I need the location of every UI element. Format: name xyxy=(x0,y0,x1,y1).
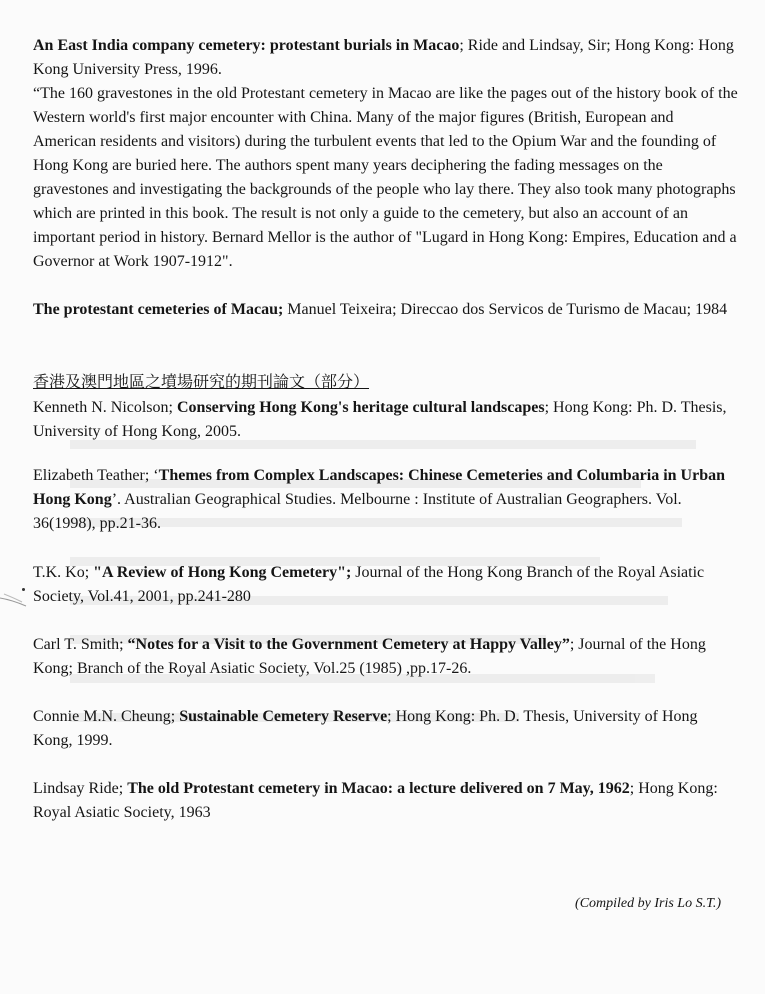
article-source: Journal of the Hong Kong Branch of the Royal Asiatic Society, Vol.41, 2001, pp.241-280 xyxy=(33,564,705,605)
article-entry xyxy=(33,464,738,536)
article-title: “Notes for a Visit to the Government Cemetery at Happy Valley” xyxy=(127,636,570,653)
article-source: ; Journal of the Hong Kong; Branch of the Royal Asiatic Society, Vol.25 (1985) ,pp.17-26. xyxy=(33,636,706,677)
article-title: "A Review of Hong Kong Cemetery"; xyxy=(93,564,352,581)
article-title: Conserving Hong Kong's heritage cultural landscapes xyxy=(176,399,545,416)
article-entry xyxy=(33,633,738,681)
compiler-credit: (Compiled by Iris Lo S.T.) xyxy=(575,896,721,911)
article-entry xyxy=(33,777,738,825)
article-title: Themes from Complex Landscapes: Chinese Cemeteries and Columbaria in Urban Hong Kong xyxy=(33,467,725,508)
article-author: Carl T. Smith; xyxy=(33,636,128,653)
article-source: ’. Australian Geographical Studies. Melbourne : Institute of Australian Geographers. Vol. 36(1998), pp.21-36. xyxy=(33,491,682,532)
article-source: ; Hong Kong: Royal Asiatic Society, 1963 xyxy=(33,780,718,821)
article-title: Sustainable Cemetery Reserve xyxy=(179,708,388,725)
article-author: Connie M.N. Cheung; xyxy=(33,708,180,725)
article-entry xyxy=(33,705,738,753)
scan-speck xyxy=(22,588,25,591)
section-heading-journal-articles: 香港及澳門地區之墳場研究的期刊論文（部分） xyxy=(33,374,370,391)
article-author: Kenneth N. Nicolson; xyxy=(33,399,177,416)
article-source: ; Hong Kong: Ph. D. Thesis, University of Hong Kong, 1999. xyxy=(33,708,698,749)
article-entry xyxy=(33,396,738,444)
article-author: Elizabeth Teather; ‘ xyxy=(33,467,159,484)
article-source: ; Hong Kong: Ph. D. Thesis, University of Hong Kong, 2005. xyxy=(33,399,727,440)
article-author: Lindsay Ride; xyxy=(33,780,128,797)
scan-edge-mark xyxy=(0,586,40,616)
entry-publication-info: ; Ride and Lindsay, Sir; Hong Kong: Hong Kong University Press, 1996. xyxy=(33,37,734,78)
entry-description: “The 160 gravestones in the old Protestant cemetery in Macao are like the pages out of the history book of the Western world's first major encounter with China. Many of the major figures (British, European and American residents and visitors) during the turbulent events that led to the Opium War and the founding of Hong Kong are buried here. The authors spent many years deciphering the fading messages on the gravestones and investigating the backgrounds of the people who lay there. They also took many photographs which are printed in this book. The result is not only a guide to the cemetery, but also an account of an important period in history. Bernard Mellor is the author of "Lugard in Hong Kong: Empires, Education and a Governor at Work 1907-1912". xyxy=(33,85,738,270)
entry-title: The protestant cemeteries of Macau; xyxy=(33,301,284,318)
article-author: T.K. Ko; xyxy=(33,564,94,581)
article-title: The old Protestant cemetery in Macao: a lecture delivered on 7 May, 1962 xyxy=(127,780,630,797)
book-entry-east-india-cemetery xyxy=(33,34,738,274)
book-entry-protestant-cemeteries xyxy=(33,298,738,322)
article-entry xyxy=(33,561,738,609)
entry-publication-info: Manuel Teixeira; Direccao dos Servicos de Turismo de Macau; 1984 xyxy=(283,301,728,318)
entry-title: An East India company cemetery: protestant burials in Macao xyxy=(33,37,460,54)
